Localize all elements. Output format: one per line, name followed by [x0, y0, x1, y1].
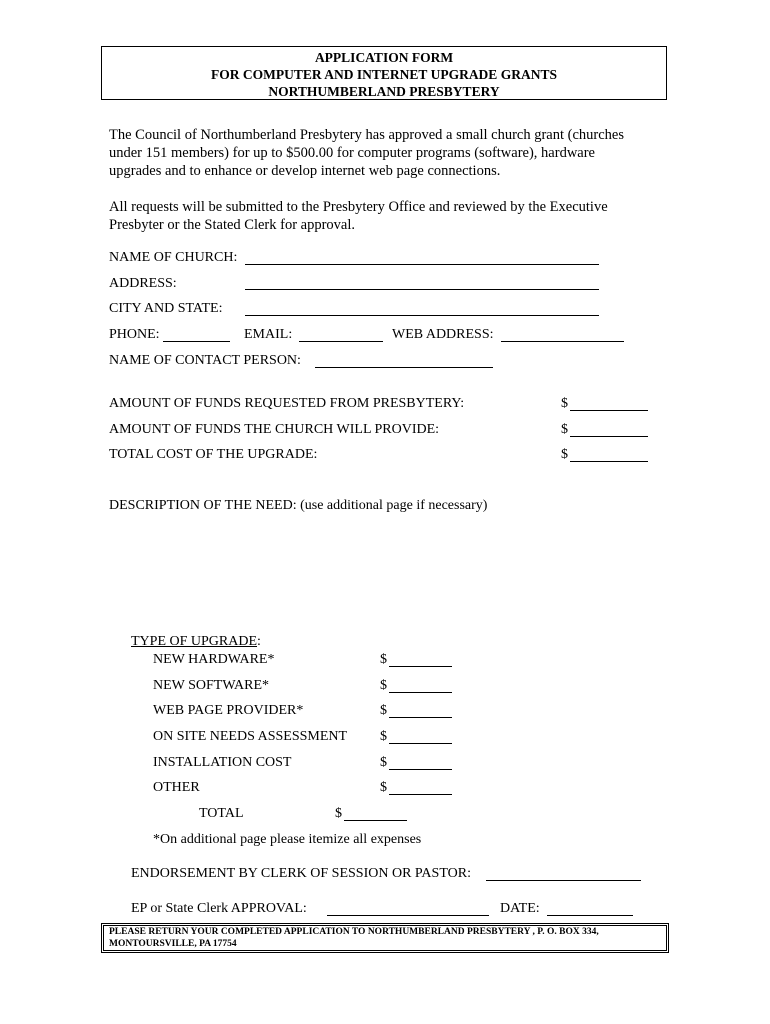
organization-name: NORTHUMBERLAND PRESBYTERY — [268, 84, 500, 99]
installation-amount-field[interactable] — [389, 769, 452, 770]
contact-person-label: NAME OF CONTACT PERSON: — [109, 353, 301, 368]
assessment-amount-field[interactable] — [389, 743, 452, 744]
approval-field[interactable] — [327, 915, 489, 916]
other-dollar: $ — [380, 780, 387, 795]
address-label: ADDRESS: — [109, 276, 177, 291]
software-amount-field[interactable] — [389, 692, 452, 693]
hardware-dollar: $ — [380, 652, 387, 667]
email-field[interactable] — [299, 341, 383, 342]
upgrade-item-installation: INSTALLATION COST — [153, 755, 292, 770]
web-address-label: WEB ADDRESS: — [392, 327, 494, 342]
form-title: APPLICATION FORM — [314, 50, 454, 65]
web-provider-amount-field[interactable] — [389, 717, 452, 718]
endorsement-label: ENDORSEMENT BY CLERK OF SESSION OR PASTOR: — [131, 866, 471, 881]
phone-label: PHONE: — [109, 327, 160, 342]
city-state-field[interactable] — [245, 315, 599, 316]
contact-person-field[interactable] — [315, 367, 493, 368]
city-state-label: CITY AND STATE: — [109, 301, 223, 316]
upgrade-item-assessment: ON SITE NEEDS ASSESSMENT — [153, 729, 348, 744]
total-cost-dollar: $ — [561, 447, 568, 462]
description-area[interactable] — [109, 518, 649, 628]
return-address-line1: PLEASE RETURN YOUR COMPLETED APPLICATION TO NORTHUMBERLAND PRESBYTERY , P. O. BOX 334, — [109, 927, 599, 937]
approval-label: EP or State Clerk APPROVAL: — [131, 901, 307, 916]
review-paragraph: All requests will be submitted to the Presbytery Office and reviewed by the Executive Presbyter or the Stated Clerk for approval. — [109, 199, 608, 233]
upgrade-total-dollar: $ — [335, 806, 342, 821]
return-address-box — [101, 923, 669, 953]
date-label: DATE: — [500, 901, 540, 916]
address-field[interactable] — [245, 289, 599, 290]
endorsement-field[interactable] — [486, 880, 641, 881]
upgrade-title: TYPE OF UPGRADE: — [131, 634, 261, 649]
intro-paragraph: The Council of Northumberland Presbytery has approved a small church grant (churches under 151 members) for up to $500.00 for computer programs (software), hardware upgrades and to enhance or develop internet web page connections. — [109, 127, 624, 179]
installation-dollar: $ — [380, 755, 387, 770]
web-address-field[interactable] — [501, 341, 624, 342]
upgrade-total-field[interactable] — [344, 820, 407, 821]
description-label: DESCRIPTION OF THE NEED: (use additional page if necessary) — [109, 498, 488, 513]
hardware-amount-field[interactable] — [389, 666, 452, 667]
software-dollar: $ — [380, 678, 387, 693]
form-subtitle: FOR COMPUTER AND INTERNET UPGRADE GRANTS — [211, 67, 557, 82]
church-funds-label: AMOUNT OF FUNDS THE CHURCH WILL PROVIDE: — [109, 422, 440, 437]
phone-field[interactable] — [163, 341, 230, 342]
upgrade-total-label: TOTAL — [199, 806, 244, 821]
other-amount-field[interactable] — [389, 794, 452, 795]
itemize-note: *On additional page please itemize all expenses — [153, 832, 422, 847]
form-title-box — [101, 46, 667, 100]
funds-requested-dollar: $ — [561, 396, 568, 411]
email-label: EMAIL: — [244, 327, 293, 342]
total-cost-field[interactable] — [570, 461, 648, 462]
funds-requested-field[interactable] — [570, 410, 648, 411]
church-name-field[interactable] — [245, 264, 599, 265]
church-funds-field[interactable] — [570, 436, 648, 437]
web-provider-dollar: $ — [380, 703, 387, 718]
upgrade-item-hardware: NEW HARDWARE* — [153, 652, 275, 667]
total-cost-label: TOTAL COST OF THE UPGRADE: — [109, 447, 318, 462]
return-address-line2: MONTOURSVILLE, PA 17754 — [109, 939, 237, 949]
date-field[interactable] — [547, 915, 633, 916]
upgrade-item-other: OTHER — [153, 780, 200, 795]
funds-requested-label: AMOUNT OF FUNDS REQUESTED FROM PRESBYTERY: — [109, 396, 465, 411]
upgrade-item-software: NEW SOFTWARE* — [153, 678, 270, 693]
church-name-label: NAME OF CHURCH: — [109, 250, 238, 265]
assessment-dollar: $ — [380, 729, 387, 744]
upgrade-item-web-provider: WEB PAGE PROVIDER* — [153, 703, 304, 718]
church-funds-dollar: $ — [561, 422, 568, 437]
